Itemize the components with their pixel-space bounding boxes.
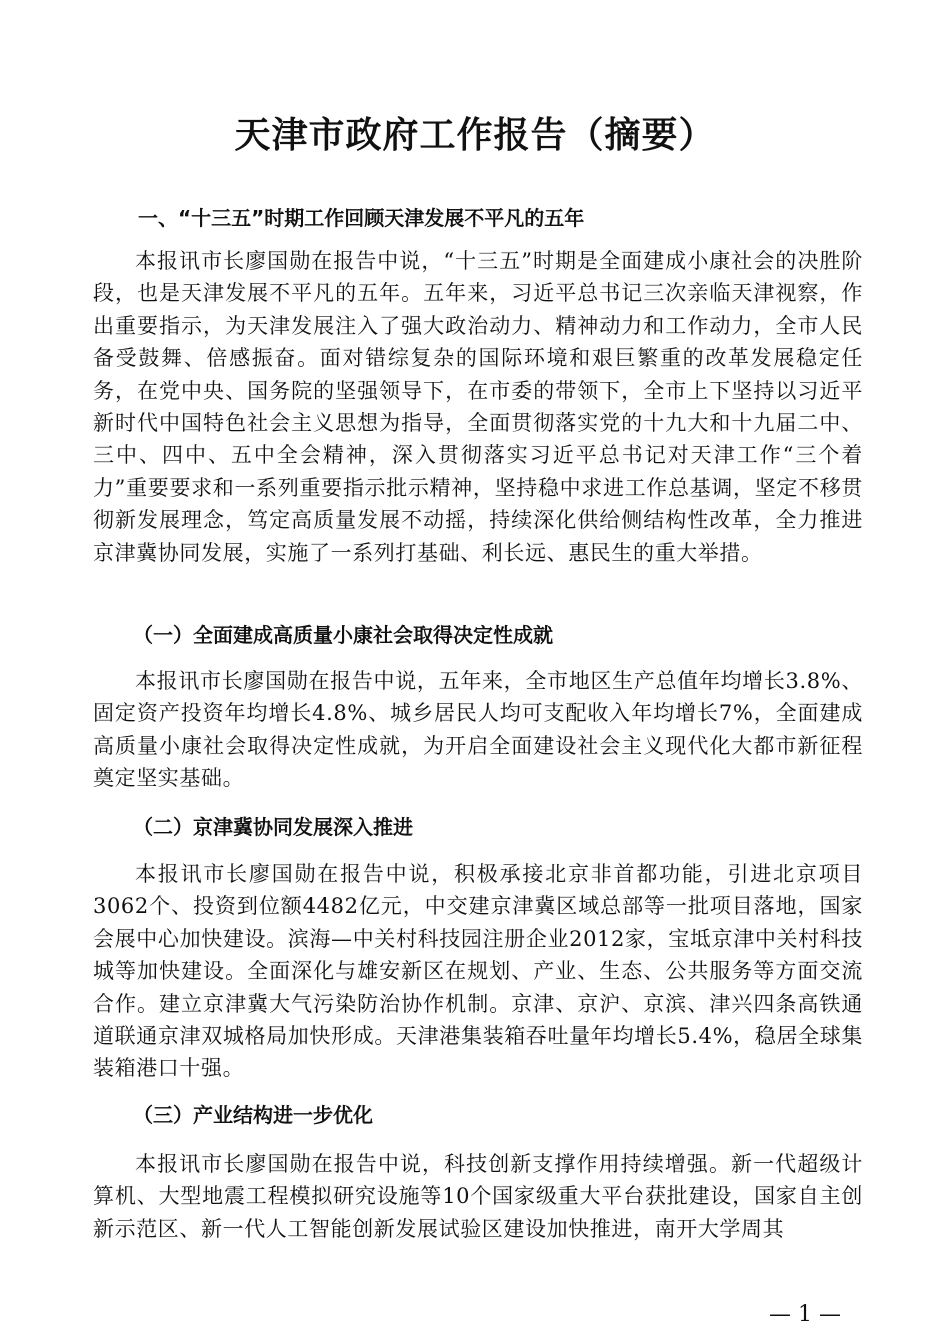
subheading-1: （一）全面建成高质量小康社会取得决定性成就 — [133, 623, 553, 647]
subheading-3: （三）产业结构进一步优化 — [133, 1103, 373, 1127]
document-title: 天津市政府工作报告（摘要） — [234, 114, 716, 157]
subheading-2: （二）京津冀协同发展深入推进 — [133, 815, 413, 839]
body-paragraph-4: 本报讯市长廖国勋在报告中说，科技创新支撑作用持续增强。新一代超级计算机、大型地震工程模拟研究设施等10个国家级重大平台获批建设，国家自主创新示范区、新一代人工智能创新发展试验区建设加快推进，南开大学周其 — [93, 1152, 863, 1241]
body-paragraph-2: 本报讯市长廖国勋在报告中说，五年来，全市地区生产总值年均增长3.8%、固定资产投资年均增长4.8%、城乡居民人均可支配收入年均增长7%，全面建成高质量小康社会取得决定性成就，为开启全面建设社会主义现代化大都市新征程奠定坚实基础。 — [93, 669, 863, 791]
body-paragraph-3: 本报讯市长廖国勋在报告中说，积极承接北京非首都功能，引进北京项目3062个、投资到位额4482亿元，中交建京津冀区域总部等一批项目落地，国家会展中心加快建设。滨海—中关村科技园注册企业2012家，宝坻京津中关村科技城等加快建设。全面深化与雄安新区在规划、产业、生态、公共服务等方面交流合作。建立京津冀大气污染防治协作机制。京津、京沪、京滨、津兴四条高铁通道联通京津双城格局加快形成。天津港集装箱吞吐量年均增长5.4%，稳居全球集装箱港口十强。 — [93, 862, 863, 1081]
body-paragraph-1: 本报讯市长廖国勋在报告中说，“十三五”时期是全面建成小康社会的决胜阶段，也是天津发展不平凡的五年。五年来，习近平总书记三次亲临天津视察，作出重要指示，为天津发展注入了强大政治动力、精神动力和工作动力，全市人民备受鼓舞、倍感振奋。面对错综复杂的国际环境和艰巨繁重的改革发展稳定任务，在党中央、国务院的坚强领导下，在市委的带领下，全市上下坚持以习近平新时代中国特色社会主义思想为指导，全面贯彻落实党的十九大和十九届二中、三中、四中、五中全会精神，深入贯彻落实习近平总书记对天津工作“三个着力”重要要求和一系列重要指示批示精神，坚持稳中求进工作总基调，坚定不移贯彻新发展理念，笃定高质量发展不动摇，持续深化供给侧结构性改革，全力推进京津冀协同发展，实施了一系列打基础、利长远、惠民生的重大举措。 — [93, 249, 863, 565]
section-heading: 一、“十三五”时期工作回顾天津发展不平凡的五年 — [138, 206, 585, 230]
page-number: — 1 — — [769, 1302, 841, 1327]
